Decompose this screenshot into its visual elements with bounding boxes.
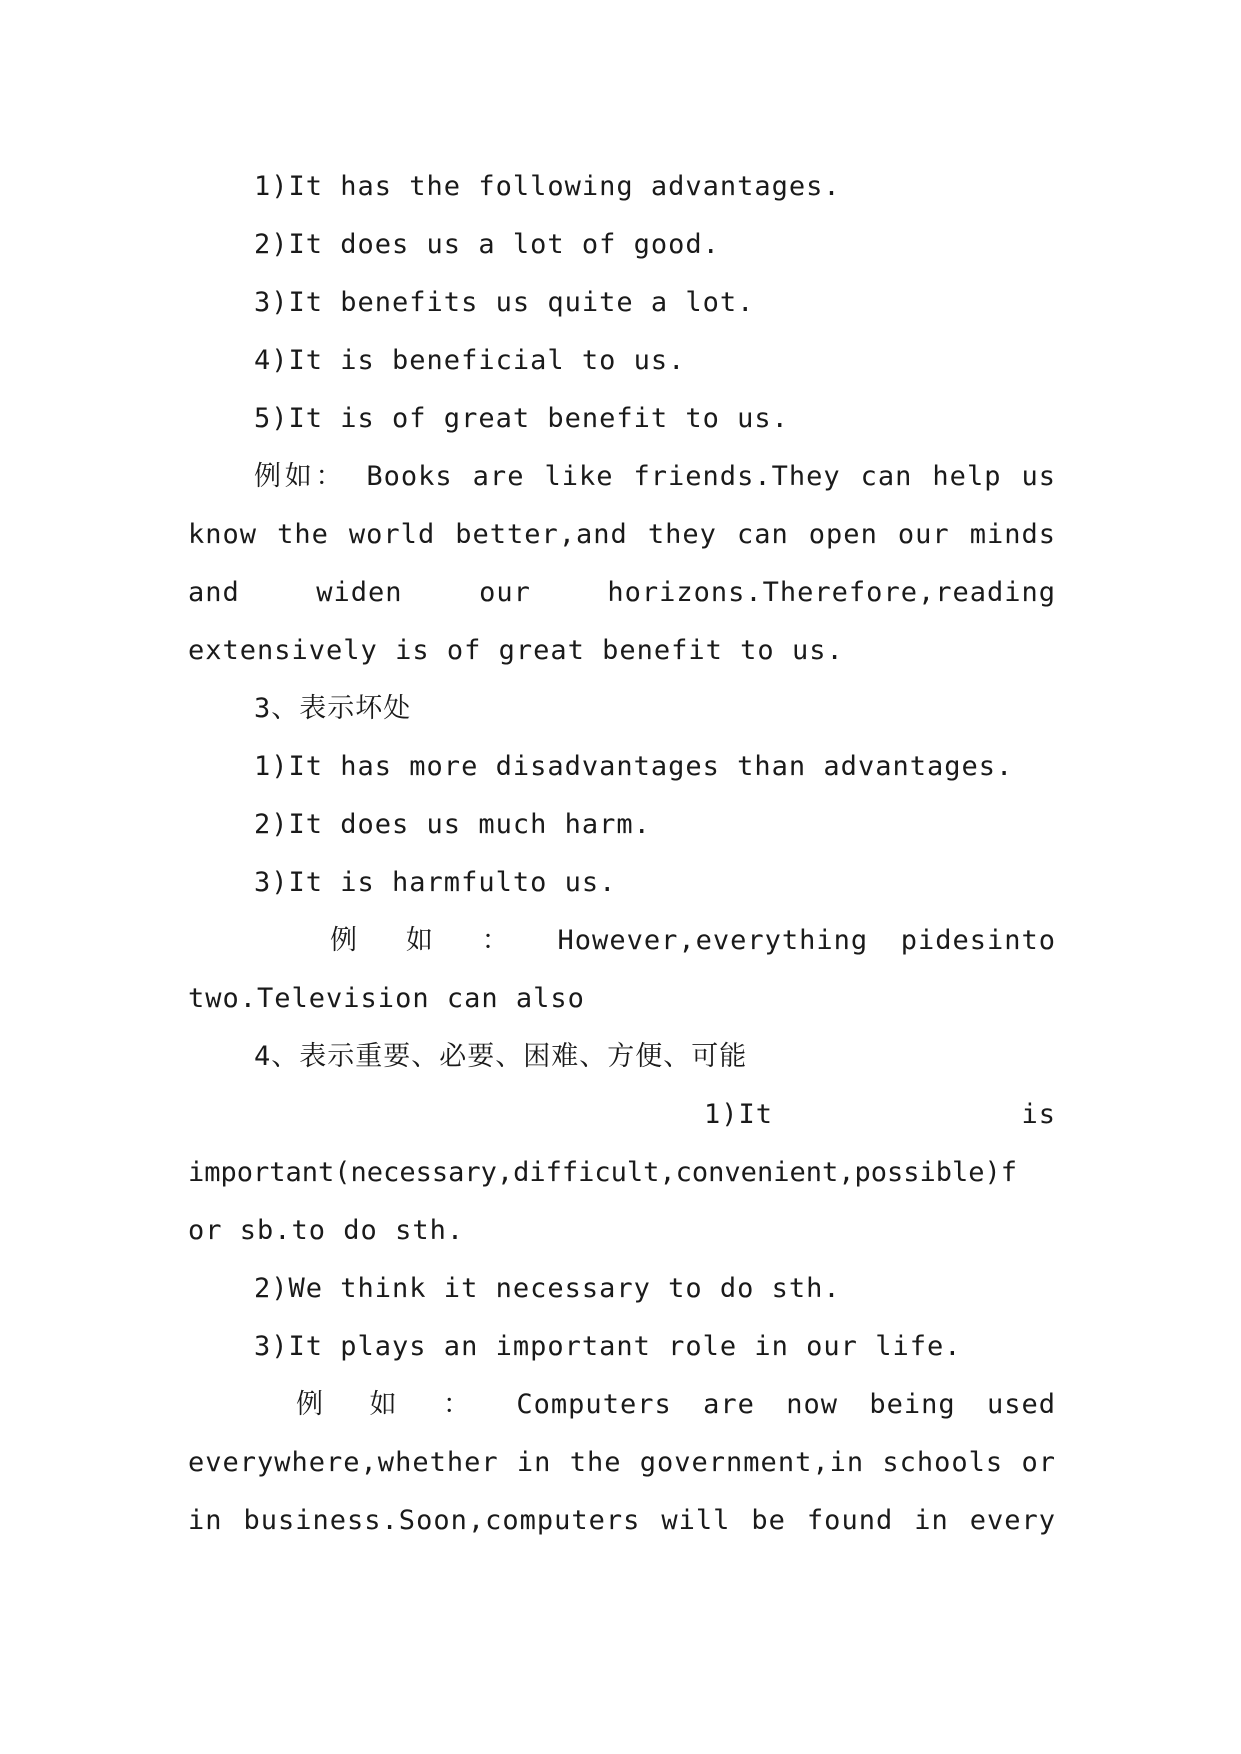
- example-paragraph-1-line-1: 例如： Books are like friends.They can help us: [254, 461, 1056, 492]
- example-paragraph-1-line-4: extensively is of great benefit to us.: [188, 635, 844, 666]
- example-paragraph-3-line-3: in business.Soon,computers will be found in every: [188, 1505, 1056, 1536]
- advantage-phrase-1: 1)It has the following advantages.: [254, 171, 841, 202]
- importance-phrase-1-line-1: 1)It is: [704, 1099, 1056, 1130]
- disadvantage-phrase-2: 2)It does us much harm.: [254, 809, 651, 840]
- advantage-phrase-5: 5)It is of great benefit to us.: [254, 403, 789, 434]
- importance-phrase-1-line-2: important(necessary,difficult,convenient,possible)f: [188, 1157, 1018, 1188]
- section-heading-disadvantages: 3、表示坏处: [254, 693, 412, 724]
- example-paragraph-1-line-2: know the world better,and they can open our minds: [188, 519, 1056, 550]
- example-paragraph-1-line-3: and widen our horizons.Therefore,reading: [188, 577, 1056, 608]
- example-paragraph-3-line-2: everywhere,whether in the government,in schools or: [188, 1447, 1056, 1478]
- disadvantage-phrase-3: 3)It is harmfulto us.: [254, 867, 617, 898]
- example-paragraph-2-line-1: 例 如 ： However,everything pidesinto: [330, 925, 1056, 956]
- advantage-phrase-2: 2)It does us a lot of good.: [254, 229, 720, 260]
- advantage-phrase-3: 3)It benefits us quite a lot.: [254, 287, 755, 318]
- importance-phrase-1-line-3: or sb.to do sth.: [188, 1215, 465, 1246]
- example-paragraph-2-line-2: two.Television can also: [188, 983, 585, 1014]
- advantage-phrase-4: 4)It is beneficial to us.: [254, 345, 686, 376]
- importance-phrase-3: 3)It plays an important role in our life.: [254, 1331, 962, 1362]
- disadvantage-phrase-1: 1)It has more disadvantages than advantages.: [254, 751, 1014, 782]
- example-paragraph-3-line-1: 例 如 ： Computers are now being used: [296, 1389, 1056, 1420]
- importance-phrase-2: 2)We think it necessary to do sth.: [254, 1273, 841, 1304]
- section-heading-importance: 4、表示重要、必要、困难、方便、可能: [254, 1041, 748, 1072]
